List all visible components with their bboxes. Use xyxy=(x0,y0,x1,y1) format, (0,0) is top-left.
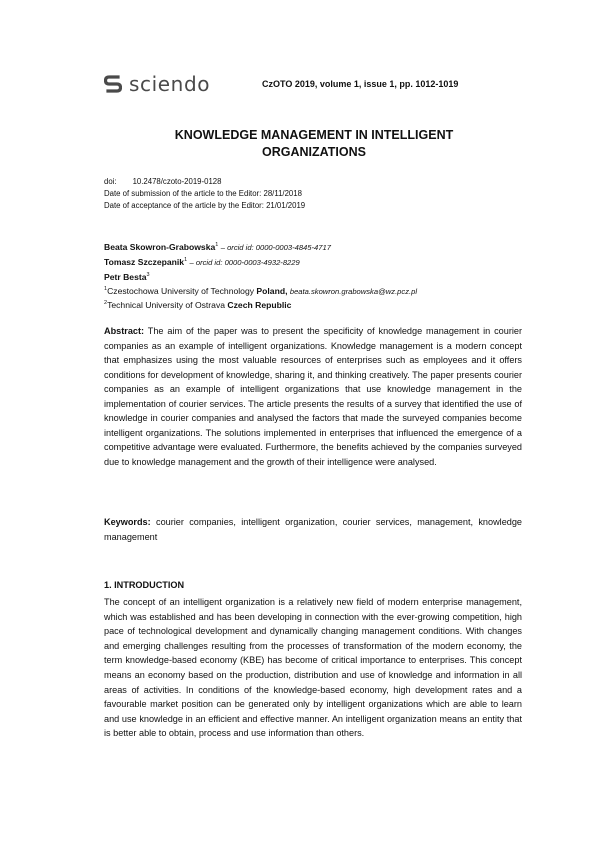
abstract-text: The aim of the paper was to present the specificity of knowledge management in courier companies as an example of intelligent organizations. Knowledge management is a modern concept that emphasizes using the most valuable resources of enterprises such as employees and it offers conditions for development of knowledge, sharing it, and thinking creatively. The paper presents courier companies as an example of intelligent organizations that use knowledge management in the implementation of courier services. The article presents the results of a survey that identified the use of knowledge in courier companies and analysed the factors that made the surveyed companies become intelligent organizations. The solutions implemented in enterprises that influenced the emergence of a competitive advantage were evaluated. Furthermore, the benefits achieved by the companies surveyed due to knowledge management and the growth of their intelligence were analysed. xyxy=(104,326,523,467)
author-orcid[interactable]: – orcid id: 0000-0003-4845-4717 xyxy=(220,242,331,252)
affiliation-marker: 1 xyxy=(104,285,108,292)
paper-title xyxy=(104,127,524,161)
author-line xyxy=(104,239,524,254)
publisher-name: sciendo xyxy=(129,72,211,96)
submission-date: Date of submission of the article to the Editor: 28/11/2018 xyxy=(104,189,302,198)
keywords-label: Keywords: xyxy=(104,517,151,527)
sciendo-s-logo-icon xyxy=(104,74,122,94)
keywords-text: courier companies, intelligent organization, courier services, management, knowledge management xyxy=(104,517,522,542)
affiliation-country: Czech Republic xyxy=(227,300,292,311)
keywords xyxy=(104,515,522,544)
affiliation-line xyxy=(104,297,524,311)
journal-reference: CzOTO 2019, volume 1, issue 1, pp. 1012-1019 xyxy=(262,79,459,89)
affiliation-line xyxy=(104,283,524,298)
doi-line xyxy=(104,176,305,188)
title-line-2: ORGANIZATIONS xyxy=(262,145,366,159)
acceptance-date: Date of acceptance of the article by the Editor: 21/01/2019 xyxy=(104,201,306,210)
author-affiliation-marker: 1 xyxy=(215,242,219,248)
section-heading-introduction: 1. INTRODUCTION xyxy=(104,580,185,590)
affiliation-institution: Technical University of Ostrava xyxy=(107,300,228,311)
affiliation-marker: 2 xyxy=(104,300,108,307)
author-line xyxy=(104,269,524,283)
doi-label: doi: xyxy=(104,177,117,186)
doi-value[interactable]: 10.2478/czoto-2019-0128 xyxy=(132,177,222,186)
affiliation-country: Poland, xyxy=(256,285,288,296)
author-name: Beata Skowron-Grabowska xyxy=(104,241,216,252)
author-name: Petr Besta xyxy=(104,271,147,282)
article-meta xyxy=(104,176,305,212)
abstract-label: Abstract: xyxy=(104,326,145,336)
author-block xyxy=(104,239,524,311)
affiliation-institution: Czestochowa University of Technology xyxy=(107,285,257,296)
author-name: Tomasz Szczepanik xyxy=(104,256,185,267)
introduction-paragraph: The concept of an intelligent organization is a relatively new field of modern enterprise management, which was established and has been developing in connection with the ever-growing competition, high pace of technological development and dynamically changing management conditions. With changes and emerging challenges resulting from the processes of transformation of the modern economy, the term knowledge-based economy (KBE) has become of critical importance to enterprises. This concept means an economy based on the production, distribution and use of knowledge and information in all areas of activities. In conditions of the knowledge-based economy, high development rates and a favourable market position can be generated only by intelligent organizations which are able to learn and use knowledge in an efficient and effective manner. An intelligent organization means an entity that is better able to obtain, process and use information than others. xyxy=(104,597,522,739)
abstract xyxy=(104,324,522,469)
publisher-logo xyxy=(104,72,210,96)
title-line-1: KNOWLEDGE MANAGEMENT IN INTELLIGENT xyxy=(174,128,454,142)
author-affiliation-marker: 3 xyxy=(146,271,150,278)
author-line xyxy=(104,254,524,269)
author-orcid[interactable]: – orcid id: 0000-0003-4932-8229 xyxy=(189,257,300,267)
author-affiliation-marker: 1 xyxy=(184,256,188,263)
author-email[interactable]: beata.skowron.grabowska@wz.pcz.pl xyxy=(289,286,418,296)
